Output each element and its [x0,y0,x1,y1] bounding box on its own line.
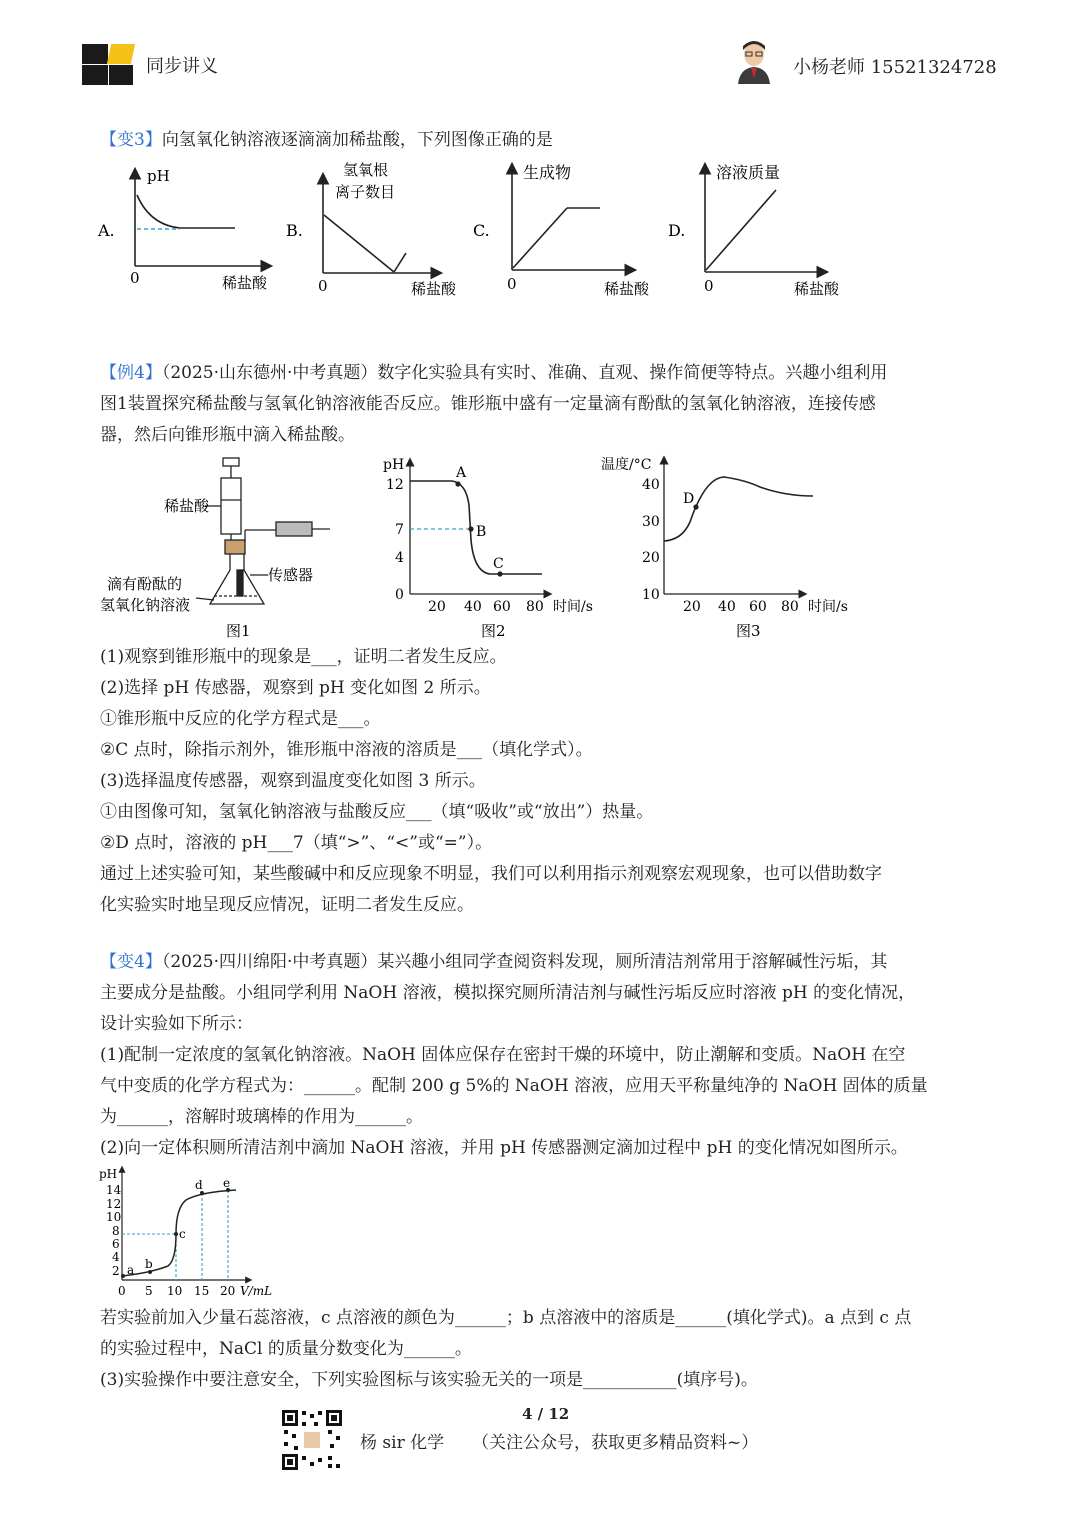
ex4-line-1-text: （2025·山东德州·中考真题）数字化实验具有实时、准确、直观、操作简便等特点。兴趣小组利用 [161,363,888,383]
fig2-caption: 图2 [481,622,506,640]
q3-graph-c [473,163,650,298]
fig2-xlabel: 时间/s [553,599,593,615]
v4-stem-line-6: 为______，溶解时玻璃棒的作用为______。 [100,1107,423,1127]
v4-fig-ylabel: pH [99,1167,118,1181]
v4-fig-ytick-2: 2 [112,1264,120,1278]
fig2-ytick-4: 4 [395,550,404,566]
q3-option-c-xlabel: 稀盐酸 [604,280,650,298]
logo [82,44,134,86]
v4-fig-ytick-12: 12 [106,1197,122,1211]
fig2-xtick-20: 20 [428,599,446,615]
fig1-acid-label: 稀盐酸 [164,497,210,515]
fig3-xtick-20: 20 [683,599,701,615]
ex4-figures [0,450,1080,645]
v4-fig-xtick-0: 0 [118,1284,126,1298]
v4-fig-xlabel: V/mL [240,1284,273,1298]
ex4-question-2: (2)选择 pH 传感器，观察到 pH 变化如图 2 所示。 [100,678,491,698]
q3-option-a-letter: A. [98,221,115,240]
q3-text: 向氢氧化钠溶液逐滴滴加稀盐酸，下列图像正确的是 [161,130,553,150]
v4-fig-point-c: c [179,1227,186,1241]
fig3-ytick-20: 20 [642,550,660,566]
q3-option-b-origin: 0 [318,277,328,295]
avatar [736,40,772,84]
ex4-question-2-2: ②C 点时，除指示剂外，锥形瓶中溶液的溶质是___（填化学式）。 [100,740,593,760]
v4-fig-point-e: e [223,1176,231,1190]
q3-option-b-xlabel: 稀盐酸 [411,280,457,298]
footer-account: 杨 sir 化学 [360,1433,445,1453]
fig2-chart [383,457,593,640]
fig3-caption: 图3 [736,622,761,640]
page-number: 4 / 12 [522,1405,570,1423]
ex4-question-3-1: ①由图像可知，氢氧化钠溶液与盐酸反应___（填“吸收”或“放出”）热量。 [100,802,654,822]
v4-fig-ytick-14: 14 [106,1183,122,1197]
fig2-ylabel: pH [383,457,405,473]
fig3-ytick-30: 30 [642,514,660,530]
fig1-sensor-label: 传感器 [268,566,314,584]
ex4-stem-line-3: 器，然后向锥形瓶中滴入稀盐酸。 [100,425,355,445]
teacher-contact: 小杨老师 15521324728 [793,57,997,78]
ex4-stem-line-2: 图1装置探究稀盐酸与氢氧化钠溶液能否反应。锥形瓶中盛有一定量滴有酚酞的氢氧化钠溶液，连接传感 [100,394,876,414]
v4-fig-ytick-8: 8 [112,1224,120,1238]
v4-ph-chart [95,1164,295,1304]
q3-option-c-ylabel: 生成物 [523,163,572,182]
v4-after-line-1: 若实验前加入少量石蕊溶液，c 点溶液的颜色为______；b 点溶液中的溶质是______(填化学式)。a 点到 c 点 [100,1308,912,1328]
q3-option-d-ylabel: 溶液质量 [716,163,781,182]
q3-tag: 【变3】 [100,130,162,150]
v4-fig-xtick-15: 15 [194,1284,210,1298]
fig3-point-d: D [683,491,695,507]
v4-stem-line-5: 气中变质的化学方程式为：______。配制 200 g 5%的 NaOH 溶液，应用天平称量纯净的 NaOH 固体的质量 [100,1076,928,1096]
qr-code [280,1408,344,1472]
fig2-point-b: B [476,524,487,540]
ex4-summary-1: 通过上述实验可知，某些酸碱中和反应现象不明显，我们可以利用指示剂观察宏观现象，也可以借助数字 [100,864,882,884]
v4-tag: 【变4】 [100,952,162,972]
v4-stem-line-3: 设计实验如下所示： [100,1014,253,1034]
footer-note: （关注公众号，获取更多精品资料~） [472,1433,759,1453]
fig3-ylabel: 温度/°C [601,457,652,473]
q3-option-a-ylabel: pH [147,167,170,185]
q3-graphs [0,150,1080,310]
fig1-solution-label-2: 氢氧化钠溶液 [100,596,191,614]
fig3-xlabel: 时间/s [808,599,848,615]
fig3-ytick-40: 40 [642,477,660,493]
fig2-xtick-80: 80 [526,599,544,615]
q3-graph-b [286,161,457,298]
v4-fig-ytick-6: 6 [112,1237,120,1251]
v4-fig-ytick-10: 10 [106,1210,122,1224]
v4-fig-ytick-4: 4 [112,1250,120,1264]
ex4-question-3: (3)选择温度传感器，观察到温度变化如图 3 所示。 [100,771,486,791]
ex4-question-1: (1)观察到锥形瓶中的现象是___，证明二者发生反应。 [100,647,507,667]
q3-option-a-xlabel: 稀盐酸 [222,274,268,292]
v4-stem-line-2: 主要成分是盐酸。小组同学利用 NaOH 溶液，模拟探究厕所清洁剂与碱性污垢反应时溶液 pH 的变化情况， [100,983,916,1003]
fig3-xtick-60: 60 [749,599,767,615]
q3-option-d-origin: 0 [704,277,714,295]
fig2-point-a: A [456,465,467,481]
ex4-tag: 【例4】 [100,363,162,383]
ex4-summary-2: 化实验实时地呈现反应情况，证明二者发生反应。 [100,895,474,915]
v4-fig-xtick-10: 10 [167,1284,183,1298]
q3-option-c-letter: C. [473,221,490,240]
fig2-xtick-60: 60 [493,599,511,615]
q3-option-a-origin: 0 [130,269,140,287]
ex4-question-2-1: ①锥形瓶中反应的化学方程式是___。 [100,709,381,729]
v4-after-line-2: 的实验过程中，NaCl 的质量分数变化为______。 [100,1339,472,1359]
v4-stem-line-1 [100,947,887,978]
v4-line-1-text: （2025·四川绵阳·中考真题）某兴趣小组同学查阅资料发现，厕所清洁剂常用于溶解碱性污垢，其 [161,952,888,972]
v4-stem-line-4: (1)配制一定浓度的氢氧化钠溶液。NaOH 固体应保存在密封干燥的环境中，防止潮解和变质。NaOH 在空 [100,1045,906,1065]
v4-after-line-3: (3)实验操作中要注意安全，下列实验图标与该实验无关的一项是___________(填序号)。 [100,1370,758,1390]
brand-title: 同步讲义 [146,56,218,77]
fig2-point-c: C [493,556,504,572]
q3-option-b-ylabel2: 离子数目 [335,183,396,201]
v4-fig-point-d: d [195,1178,203,1192]
ex4-stem-line-1 [100,358,887,389]
v4-fig-point-a: a [127,1263,135,1277]
fig2-ytick-0: 0 [395,587,404,603]
v4-stem-line-7: (2)向一定体积厕所清洁剂中滴加 NaOH 溶液，并用 pH 传感器测定滴加过程中 pH 的变化情况如图所示。 [100,1138,908,1158]
q3-option-b-letter: B. [286,221,303,240]
q3-graph-a [97,167,270,292]
v4-fig-xtick-5: 5 [145,1284,153,1298]
v4-fig-point-b: b [145,1257,153,1271]
q3-option-d-xlabel: 稀盐酸 [794,280,840,298]
fig3-xtick-80: 80 [781,599,799,615]
fig3-ytick-10: 10 [642,587,660,603]
fig3-chart [601,456,848,640]
fig1-solution-label-1: 滴有酚酞的 [107,575,183,593]
fig2-ytick-7: 7 [395,522,404,538]
fig2-ytick-12: 12 [386,477,404,493]
fig2-xtick-40: 40 [464,599,482,615]
q3-option-d-letter: D. [668,221,686,240]
v4-fig-xtick-20: 20 [220,1284,236,1298]
fig1-caption: 图1 [226,622,251,640]
q3-option-b-ylabel: 氢氧根 [343,161,389,179]
q3-graph-d [668,163,840,298]
ex4-question-3-2: ②D 点时，溶液的 pH___7（填“>”、“<”或“=”）。 [100,833,493,853]
q3-option-c-origin: 0 [507,275,517,293]
fig3-xtick-40: 40 [718,599,736,615]
